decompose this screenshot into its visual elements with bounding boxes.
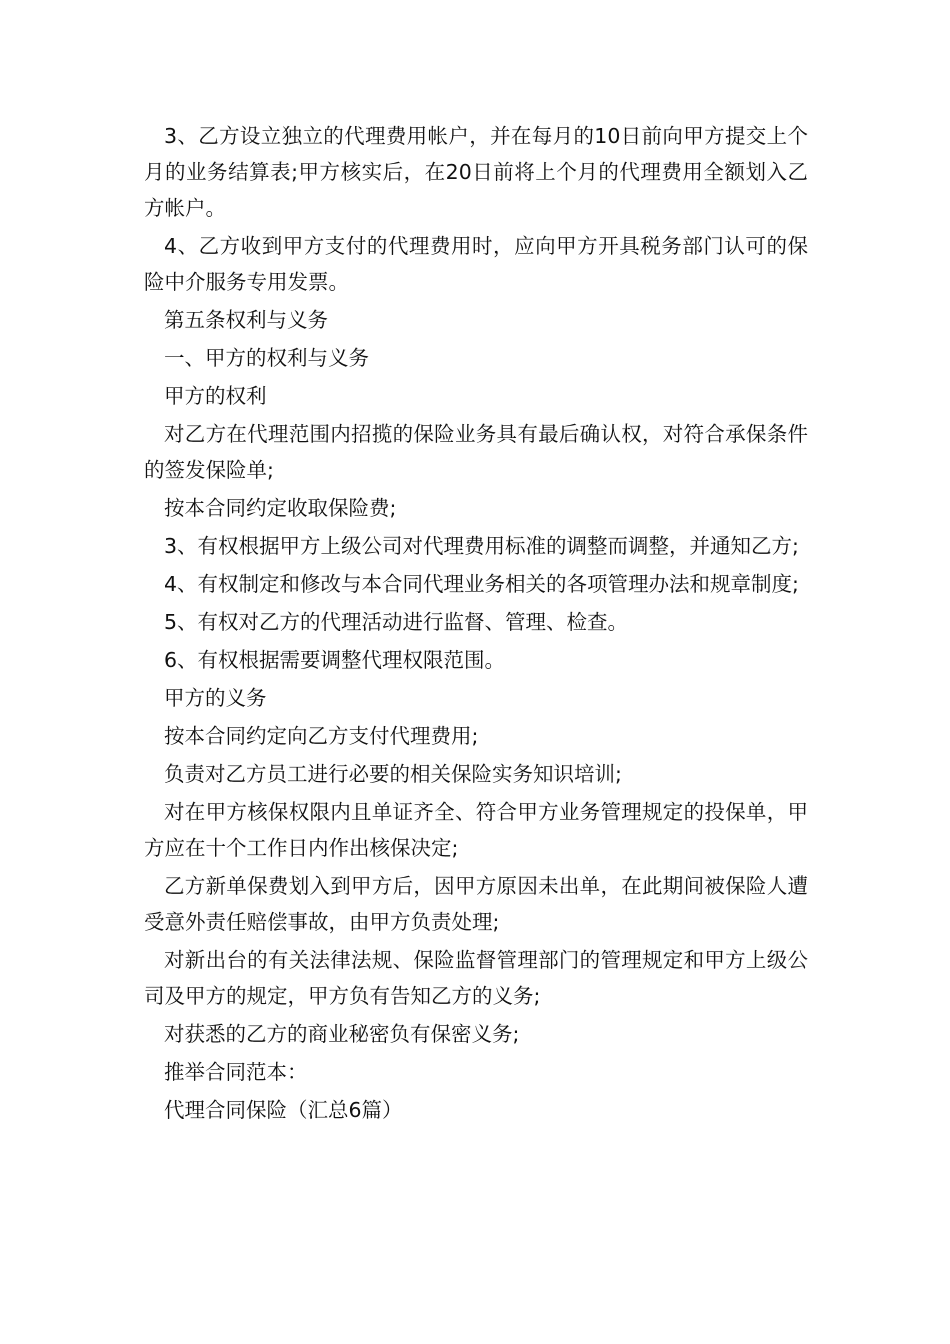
paragraph-obligation-pay: 按本合同约定向乙方支付代理费用; xyxy=(164,724,479,748)
paragraph-right-scope: 6、有权根据需要调整代理权限范围。 xyxy=(164,648,506,672)
paragraph-invoice: 4、乙方收到甲方支付的代理费用时，应向甲方开具税务部门认可的保险中介服务专用发票。 xyxy=(144,234,808,294)
paragraph-obligation-notify: 对新出台的有关法律法规、保险监督管理部门的管理规定和甲方上级公司及甲方的规定，甲方负有告知乙方的义务; xyxy=(144,948,808,1008)
recommend-title: 代理合同保险（汇总6篇） xyxy=(164,1098,403,1122)
paragraph-agent-fee-account: 3、乙方设立独立的代理费用帐户，并在每月的10日前向甲方提交上个月的业务结算表;甲方核实后，在20日前将上个月的代理费用全额划入乙方帐户。 xyxy=(144,124,808,220)
paragraph-obligation-training: 负责对乙方员工进行必要的相关保险实务知识培训; xyxy=(164,762,622,786)
paragraph-right-premium: 按本合同约定收取保险费; xyxy=(164,496,397,520)
paragraph-obligation-underwriting: 对在甲方核保权限内且单证齐全、符合甲方业务管理规定的投保单，甲方应在十个工作日内作出核保决定; xyxy=(144,800,808,860)
subsection-heading-party-a: 一、甲方的权利与义务 xyxy=(164,346,369,370)
paragraph-right-rules: 4、有权制定和修改与本合同代理业务相关的各项管理办法和规章制度; xyxy=(164,572,799,596)
paragraph-obligation-claims: 乙方新单保费划入到甲方后，因甲方原因未出单，在此期间被保险人遭受意外责任赔偿事故，由甲方负责处理; xyxy=(144,874,808,934)
heading-party-a-obligations: 甲方的义务 xyxy=(164,686,267,710)
paragraph-right-confirm: 对乙方在代理范围内招揽的保险业务具有最后确认权，对符合承保条件的签发保险单; xyxy=(144,422,808,482)
recommend-label: 推举合同范本： xyxy=(164,1060,308,1084)
paragraph-obligation-confidential: 对获悉的乙方的商业秘密负有保密义务; xyxy=(164,1022,520,1046)
paragraph-right-supervise: 5、有权对乙方的代理活动进行监督、管理、检查。 xyxy=(164,610,629,634)
paragraph-right-adjust-fee: 3、有权根据甲方上级公司对代理费用标准的调整而调整，并通知乙方; xyxy=(164,534,799,558)
document-body xyxy=(144,118,808,1128)
section-heading-article-5: 第五条权利与义务 xyxy=(164,308,328,332)
heading-party-a-rights: 甲方的权利 xyxy=(164,384,267,408)
